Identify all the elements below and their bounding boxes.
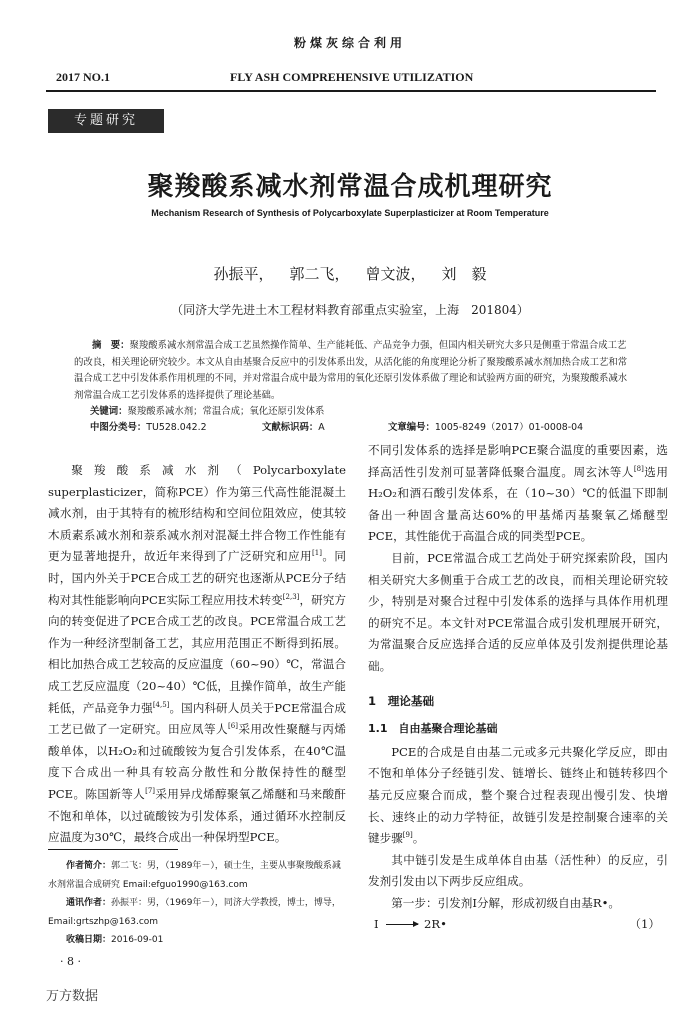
- citation: [2,3]: [282, 592, 300, 601]
- affiliation: （同济大学先进土木工程材料教育部重点实验室，上海 201804）: [171, 303, 529, 317]
- paragraph: 第一步：引发剂Ⅰ分解，形成初级自由基R•。: [391, 895, 621, 910]
- footnote-label: 通讯作者：: [66, 898, 112, 909]
- text-run: 采用异戊烯醇聚氧乙烯醚和马来酸酐不饱和单体，以过硫酸铵为引发体系，通过循环水控制反应温度为30℃，最终合成出一种保坍型PCE。: [48, 786, 346, 845]
- article-title: 聚羧酸系减水剂常温合成机理研究: [147, 172, 553, 202]
- text-run: PCE的合成是自由基二元或多元共聚化学反应，即由不饱和单体分子经链引发、链增长、链终止和链转移四个基元反应聚合而成，整个聚合过程表现出慢引发、快增长、速终止的动力学特征，故链引发是控制聚合速率的关键步骤: [368, 744, 668, 846]
- class-label: 中图分类号：: [90, 422, 147, 433]
- journal-title-cn: 粉煤灰综合利用: [293, 36, 406, 50]
- text-run: 聚羧酸系减水剂（Polycarboxylate superplasticizer，简称PCE）作为第三代高性能混凝土减水剂，由于其特有的梳形结构和空间位阻效应，使其较木质素系减水剂和萘系减水剂对混凝土拌合物工作性能有更为显著地提升，故近年来得到了广泛研究和应用: [48, 463, 346, 564]
- body-column-left: [48, 460, 346, 849]
- equation: [368, 914, 668, 936]
- author-name: 孙振平: [213, 265, 259, 283]
- reaction-arrow-icon: [386, 924, 418, 925]
- section-title: 理论基础: [387, 693, 435, 708]
- author-list: 孙振平， 郭二飞， 曾文波， 刘 毅: [213, 265, 487, 283]
- section-heading: [368, 691, 668, 713]
- subsection-number: 1.1: [368, 722, 388, 736]
- subsection-title: 自由基聚合理论基础: [398, 722, 498, 736]
- author-name: 郭二飞: [289, 265, 335, 283]
- footnote-text: 孙振平：男，（1969年－），同济大学教授，博士，博导，Email:grtszhp@163.com: [48, 898, 341, 927]
- footnote-text: 郭二飞：男，（1989年－），硕士生，主要从事聚羧酸系减水剂常温合成研究 Email:efguo1990@163.com: [48, 861, 341, 890]
- paragraph: [48, 460, 346, 849]
- body-column-right: [368, 440, 668, 936]
- abstract: [74, 338, 630, 404]
- footnote-label: 作者简介：: [66, 861, 112, 871]
- citation: [4,5]: [152, 700, 170, 709]
- keywords: [90, 403, 324, 417]
- text-run: 采用改性聚醚与丙烯酸单体，以H₂O₂和过硫酸铵为复合引发体系，在40℃温度下合成出一种具有较高分散性和分散保持性的醚型PCE。陈国新等人: [48, 722, 346, 801]
- paragraph: 目前，PCE常温合成工艺尚处于研究探索阶段，国内相关研究大多侧重于合成工艺的改良，而相关理论研究较少，特别是对聚合过程中引发体系的选择与具体作用机理的研究不足。本文针对PCE常温合成引发机理展开研究，为常温聚合反应选择合适的反应单体及引发剂提供理论基础。: [368, 550, 668, 673]
- citation: [6]: [228, 722, 238, 731]
- equation-lhs: Ⅰ: [374, 917, 379, 932]
- watermark: 万方数据: [46, 989, 99, 1004]
- received-date-note: [48, 931, 348, 950]
- article-title-en: Mechanism Research of Synthesis of Polycarboxylate Superplasticizer at Room Temperature: [151, 208, 549, 218]
- equation-number: （1）: [629, 917, 660, 932]
- article-number-value: 1005-8249（2017）01-0008-04: [434, 422, 584, 433]
- doc-code-label: 文献标识码：: [262, 422, 319, 433]
- page-number: · 8 ·: [60, 955, 81, 968]
- issue-number: 2017 NO.1: [56, 70, 110, 84]
- citation: [7]: [145, 787, 156, 796]
- text-run: 。国内科研人员关于PCE常温合成工艺已做了一定研究。田应凤等人: [48, 700, 346, 737]
- journal-title-en: FLY ASH COMPREHENSIVE UTILIZATION: [230, 70, 474, 84]
- abstract-label: 摘 要：: [92, 340, 130, 351]
- article-number-label: 文章编号：: [388, 422, 435, 433]
- footnote-rule: [48, 849, 178, 850]
- footnote-label: 收稿日期：: [66, 935, 112, 946]
- text-run: 。: [412, 831, 425, 846]
- text-run: 不同引发体系的选择是影响PCE聚合温度的重要因素，选择高活性引发剂可显著降低聚合温度。周玄沐等人: [368, 443, 668, 479]
- doc-code-value: A: [318, 422, 325, 433]
- keywords-label: 关键词：: [90, 406, 128, 417]
- text-run: ，研究方向的转变促进了PCE合成工艺的改良。PCE常温合成工艺作为一种经济型制备工艺，其应用范围正不断得到拓展。相比加热合成工艺较高的反应温度（60~90）℃，常温合成工艺反应温度（20~40）℃低，且操作简单，故生产能耗低，产品竞争力强: [48, 592, 346, 715]
- citation: [8]: [633, 464, 644, 473]
- corresponding-author-note: [48, 894, 348, 931]
- footnotes: [48, 857, 348, 950]
- header-rule: [46, 90, 656, 92]
- text-run: 选用H₂O₂和酒石酸引发体系，在（10~30）℃的低温下即制备出一种固含量高达60%的甲基烯丙基聚氧乙烯醚型PCE，其性能优于高温合成的同类型PCE。: [368, 464, 668, 544]
- citation: [1]: [312, 549, 322, 558]
- subsection-heading: [368, 718, 668, 740]
- author-name: 刘 毅: [441, 265, 487, 283]
- author-note: [48, 857, 348, 894]
- paragraph: [368, 742, 668, 850]
- author-name: 曾文波: [365, 265, 411, 283]
- paragraph: [368, 440, 668, 548]
- section-number: 1: [368, 693, 377, 708]
- class-value: TU528.042.2: [146, 422, 207, 433]
- text-run: 。同时，国内外关于PCE合成工艺的研究也逐渐从PCE分子结构对其性能影响向PCE实际工程应用技术转变: [48, 549, 346, 607]
- equation-rhs: 2R•: [424, 917, 447, 932]
- citation: [9]: [402, 831, 413, 840]
- abstract-text: 聚羧酸系减水剂常温合成工艺虽然操作简单、生产能耗低、产品竞争力强，但国内相关研究大多只是侧重于常温合成工艺的改良，相关理论研究较少。本文从自由基聚合反应中的引发体系出发，从活化能的角度理论分析了聚羧酸系减水剂加热合成工艺和常温合成工艺中引发体系作用机理的不同，并对常温合成中最为常用的氧化还原引发体系做了理论和试验两方面的研究，为聚羧酸系减水剂常温合成工艺引发体系的选择提供了理论基础。: [74, 340, 628, 401]
- column-tag: 专题研究: [48, 109, 164, 133]
- keywords-text: 聚羧酸系减水剂；常温合成；氧化还原引发体系: [127, 406, 325, 417]
- footnote-text: 2016-09-01: [111, 935, 164, 946]
- paragraph: 其中链引发是生成单体自由基（活性种）的反应，引发剂引发由以下两步反应组成。: [368, 852, 668, 889]
